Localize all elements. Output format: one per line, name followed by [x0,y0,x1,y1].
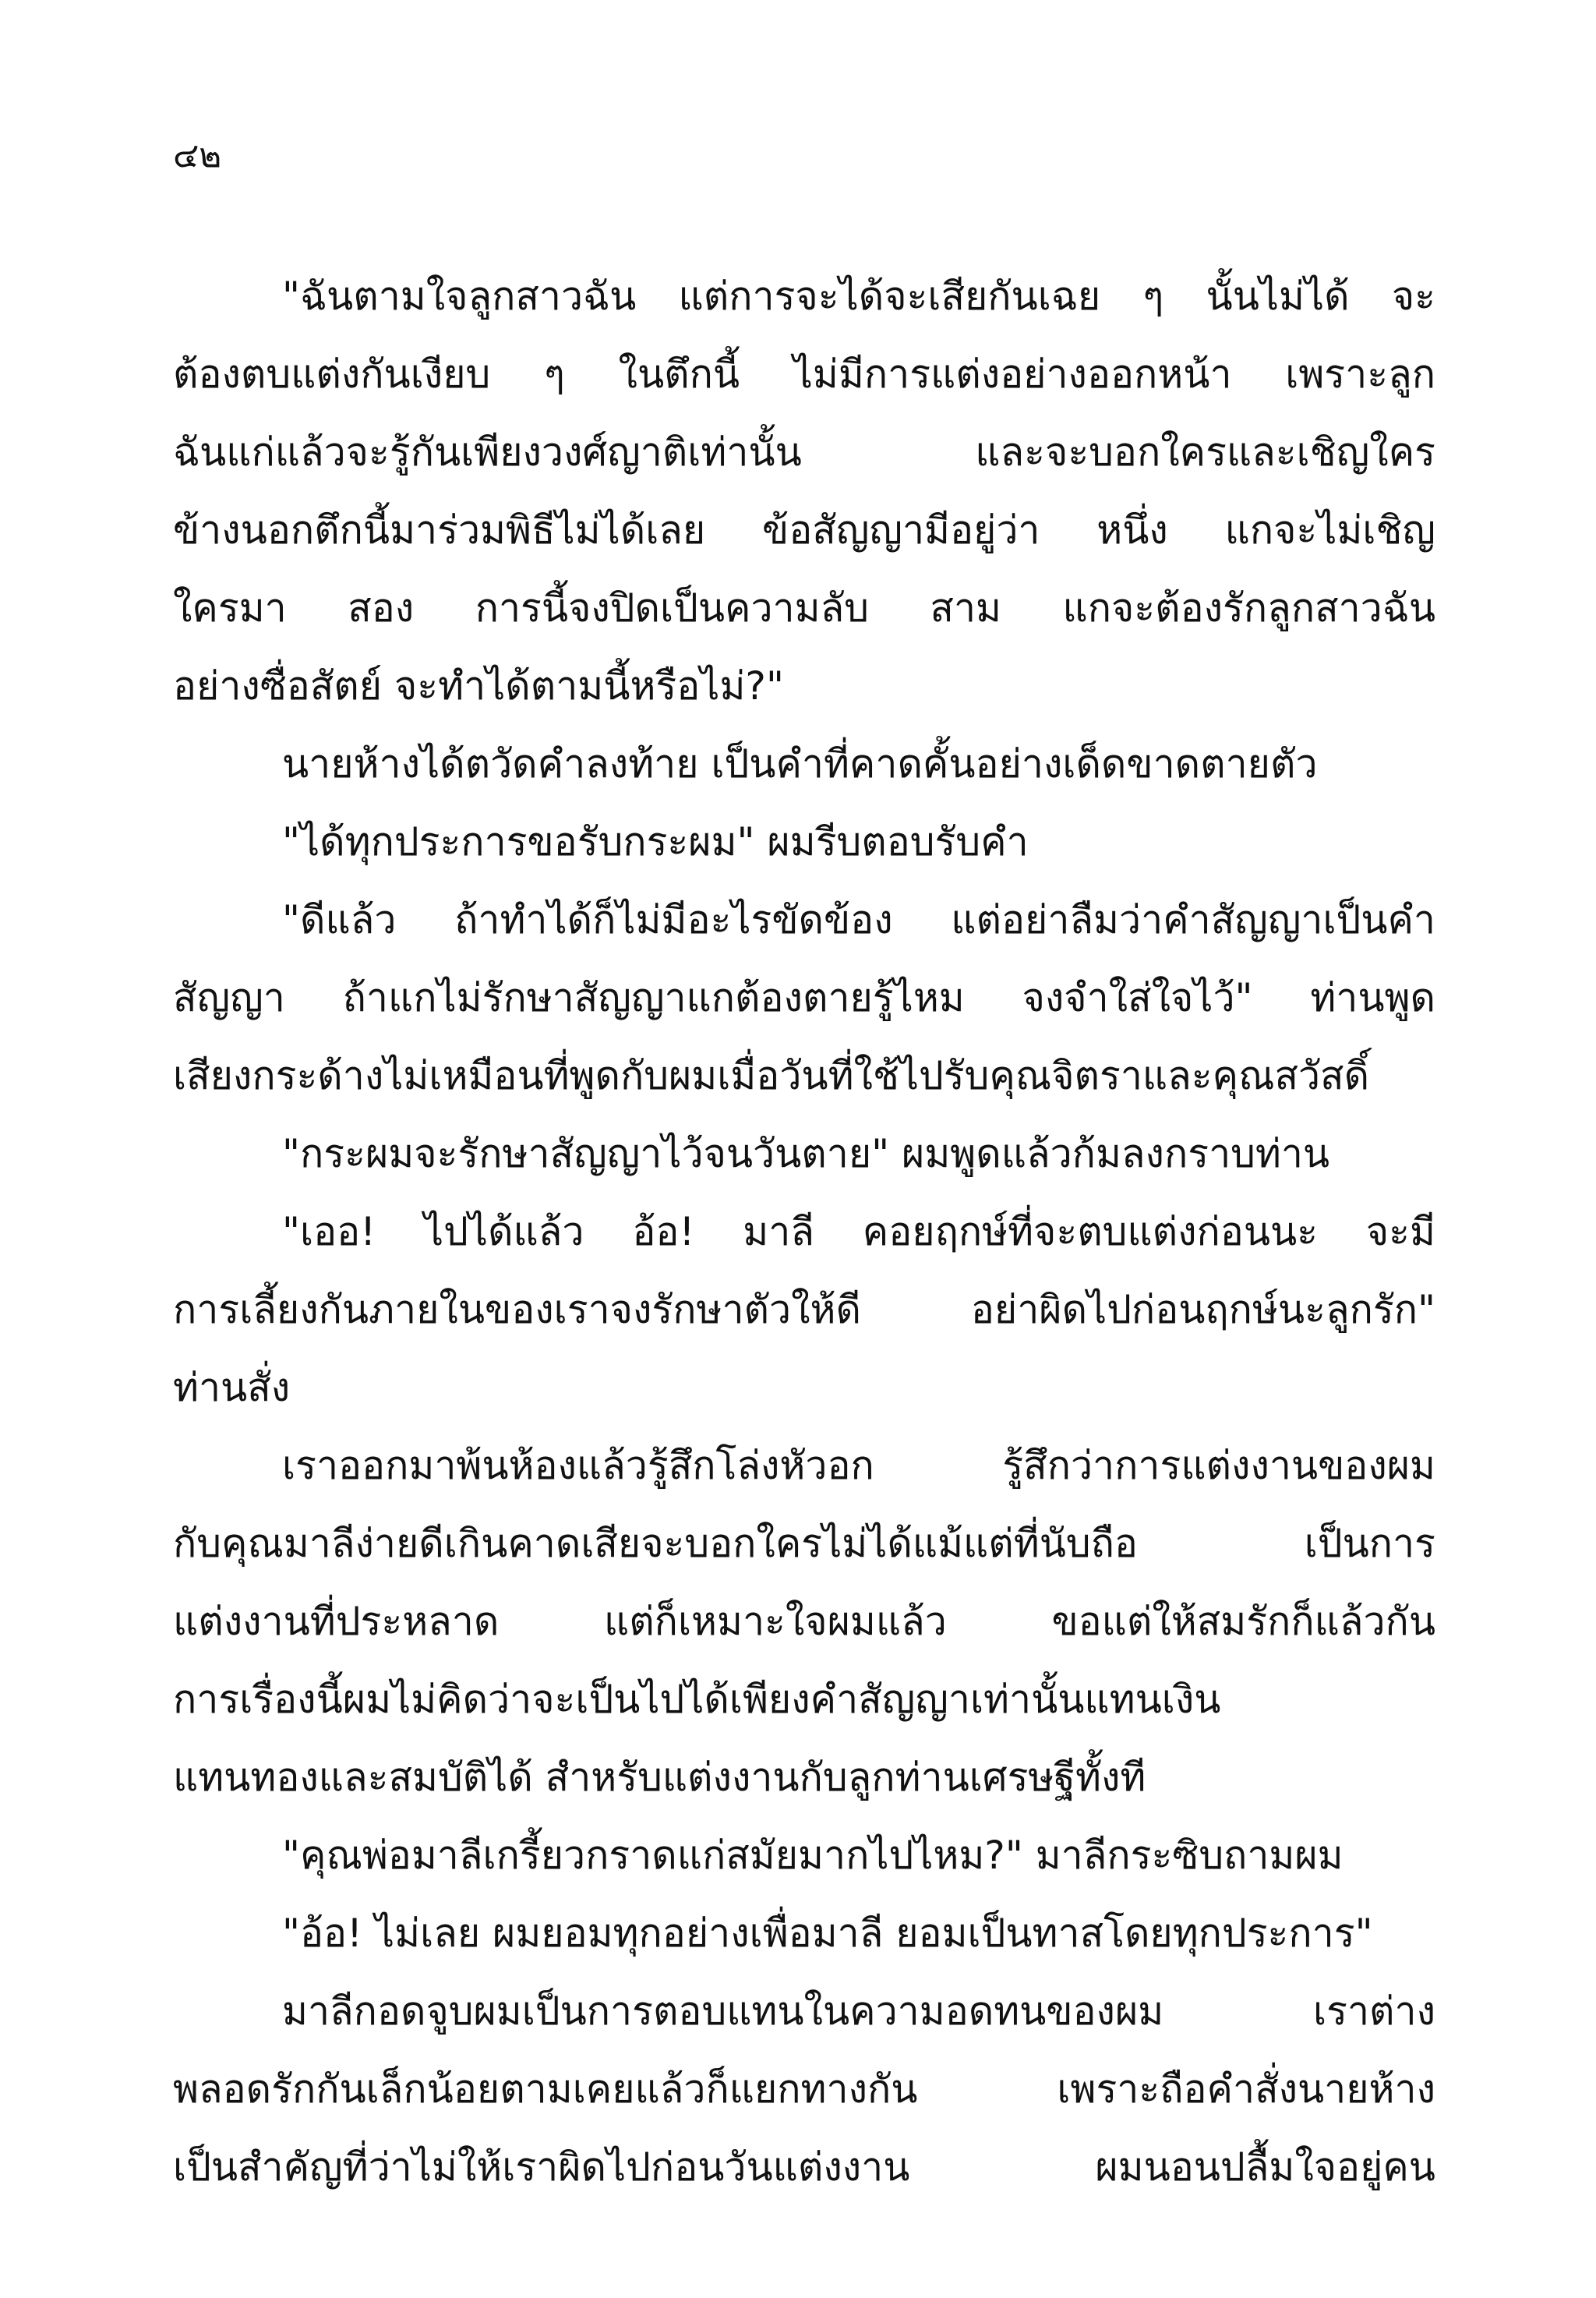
text-line: แทนทองและสมบัติได้ สำหรับแต่งงานกับลูกท่านเศรษฐีทั้งที [173,1755,1146,1800]
text-line: "ฉันตามใจลูกสาวฉัน แต่การจะได้จะเสียกันเฉย ๆ นั้นไม่ได้ จะ [282,274,1435,319]
text-line: "ได้ทุกประการขอรับกระผม" ผมรีบตอบรับคำ [282,819,1029,864]
text-line: เสียงกระด้างไม่เหมือนที่พูดกับผมเมื่อวันที่ใช้ไปรับคุณจิตราและคุณสวัสดิ์ [173,1053,1370,1098]
text-line: "กระผมจะรักษาสัญญาไว้จนวันตาย" ผมพูดแล้วก้มลงกราบท่าน [282,1131,1330,1176]
text-line: ต้องตบแต่งกันเงียบ ๆ ในตึกนี้ ไม่มีการแต่งอย่างออกหน้า เพราะลูก [173,352,1435,397]
text-line: "เออ! ไปได้แล้ว อ้อ! มาลี คอยฤกษ์ที่จะตบแต่งก่อนนะ จะมี [282,1209,1435,1254]
text-line: "ดีแล้ว ถ้าทำได้ก็ไม่มีอะไรขัดข้อง แต่อย่าลืมว่าคำสัญญาเป็นคำ [282,897,1435,942]
text-line: สัญญา ถ้าแกไม่รักษาสัญญาแกต้องตายรู้ไหม จงจำใส่ใจไว้" ท่านพูด [173,975,1435,1020]
text-line: การเลี้ยงกันภายในของเราจงรักษาตัวให้ดี อย่าผิดไปก่อนฤกษ์นะลูกรัก" [173,1287,1435,1332]
text-line: พลอดรักกันเล็กน้อยตามเคยแล้วก็แยกทางกัน เพราะถือคำสั่งนายห้าง [173,2066,1435,2112]
text-line: การเรื่องนี้ผมไม่คิดว่าจะเป็นไปได้เพียงคำสัญญาเท่านั้นแทนเงิน [173,1677,1221,1722]
text-line: เป็นสำคัญที่ว่าไม่ให้เราผิดไปก่อนวันแต่งงาน ผมนอนปลื้มใจอยู่คน [173,2144,1435,2190]
text-line: ใครมา สอง การนี้จงปิดเป็นความลับ สาม แกจะต้องรักลูกสาวฉัน [173,585,1435,631]
text-line: "อ้อ! ไม่เลย ผมยอมทุกอย่างเพื่อมาลี ยอมเป็นทาสโดยทุกประการ" [282,1911,1373,1956]
text-line: นายห้างได้ตวัดคำลงท้าย เป็นคำที่คาดคั้นอย่างเด็ดขาดตายตัว [282,741,1318,787]
text-line: มาลีกอดจูบผมเป็นการตอบแทนในความอดทนของผม เราต่าง [282,1989,1435,2034]
text-line: กับคุณมาลีง่ายดีเกินคาดเสียจะบอกใครไม่ได้แม้แต่ที่นับถือ เป็นการ [173,1521,1435,1566]
text-line: ท่านสั่ง [173,1365,291,1410]
text-line: ข้างนอกตึกนี้มาร่วมพิธีไม่ได้เลย ข้อสัญญามีอยู่ว่า หนึ่ง แกจะไม่เชิญ [173,507,1435,553]
text-line: "คุณพ่อมาลีเกรี้ยวกราดแก่สมัยมากไปไหม?" มาลีกระซิบถามผม [282,1833,1344,1878]
page-number: ๔๒ [173,136,222,175]
text-line: ฉันแก่แล้วจะรู้กันเพียงวงศ์ญาติเท่านั้น และจะบอกใครและเชิญใคร [173,430,1435,475]
text-line: อย่างซื่อสัตย์ จะทำได้ตามนี้หรือไม่?" [173,663,784,709]
text-line: เราออกมาพ้นห้องแล้วรู้สึกโล่งหัวอก รู้สึกว่าการแต่งงานของผม [282,1443,1435,1488]
body-text [173,257,1435,2206]
text-line: แต่งงานที่ประหลาด แต่ก็เหมาะใจผมแล้ว ขอแต่ให้สมรักก็แล้วกัน [173,1599,1435,1644]
